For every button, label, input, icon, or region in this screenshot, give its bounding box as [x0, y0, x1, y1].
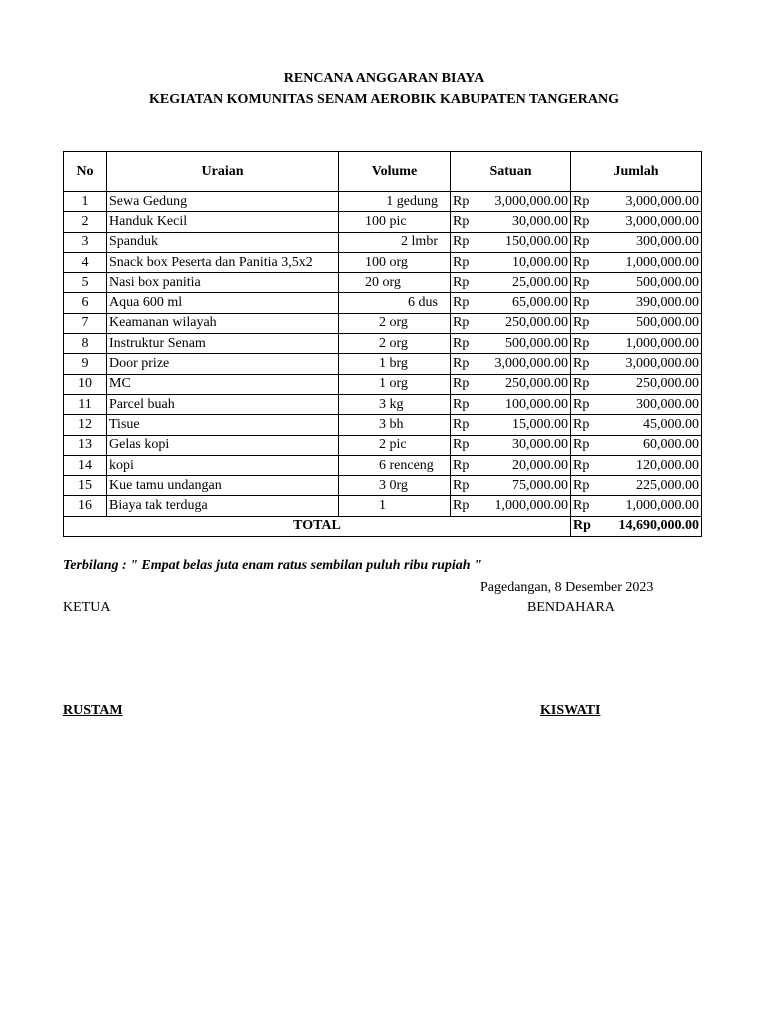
table-header-row: [64, 152, 702, 192]
currency-label: Rp: [453, 335, 470, 351]
row-amount: [571, 212, 702, 232]
table-row: [64, 394, 702, 414]
amount-value: 45,000.00: [643, 416, 699, 432]
budget-table: [63, 151, 702, 537]
row-number: 9: [64, 354, 107, 374]
table-row: [64, 212, 702, 232]
currency-label: Rp: [453, 234, 470, 250]
row-number: 11: [64, 394, 107, 414]
row-unit-price: [451, 192, 571, 212]
unit-price-value: 1,000,000.00: [494, 498, 568, 514]
table-row: [64, 293, 702, 313]
row-volume: 100 org: [339, 252, 451, 272]
currency-label: Rp: [573, 437, 590, 453]
row-volume: 20 org: [339, 273, 451, 293]
currency-label: Rp: [573, 254, 590, 270]
row-number: 2: [64, 212, 107, 232]
row-description: Kue tamu undangan: [107, 476, 339, 496]
unit-price-value: 150,000.00: [505, 234, 568, 250]
amount-value: 390,000.00: [636, 295, 699, 311]
row-description: Keamanan wilayah: [107, 313, 339, 333]
table-row: [64, 192, 702, 212]
unit-price-value: 25,000.00: [512, 274, 568, 290]
row-description: Gelas kopi: [107, 435, 339, 455]
table-row: [64, 435, 702, 455]
currency-label: Rp: [573, 234, 590, 250]
row-volume: 1 org: [339, 374, 451, 394]
row-volume: 2 org: [339, 334, 451, 354]
table-row: [64, 354, 702, 374]
amount-value: 225,000.00: [636, 477, 699, 493]
row-description: Aqua 600 ml: [107, 293, 339, 313]
signatory-bendahara-name: KISWATI: [540, 703, 601, 718]
document-title: RENCANA ANGGARAN BIAYA: [283, 71, 485, 86]
currency-label: Rp: [573, 416, 590, 432]
currency-label: Rp: [453, 376, 470, 392]
unit-price-value: 100,000.00: [505, 396, 568, 412]
amount-value: 300,000.00: [636, 396, 699, 412]
currency-label: Rp: [573, 315, 590, 331]
row-description: Handuk Kecil: [107, 212, 339, 232]
currency-label: Rp: [573, 356, 590, 372]
row-amount: [571, 354, 702, 374]
row-unit-price: [451, 232, 571, 252]
row-volume: 2 lmbr: [339, 232, 451, 252]
unit-price-value: 10,000.00: [512, 254, 568, 270]
row-number: 8: [64, 334, 107, 354]
row-number: 3: [64, 232, 107, 252]
row-amount: [571, 252, 702, 272]
currency-label: Rp: [453, 477, 470, 493]
column-header-satuan: Satuan: [451, 152, 571, 192]
currency-label: Rp: [573, 193, 590, 209]
total-label: TOTAL: [64, 516, 571, 536]
unit-price-value: 250,000.00: [505, 315, 568, 331]
row-amount: [571, 435, 702, 455]
row-unit-price: [451, 394, 571, 414]
row-number: 4: [64, 252, 107, 272]
row-number: 16: [64, 496, 107, 516]
row-unit-price: [451, 293, 571, 313]
row-amount: [571, 334, 702, 354]
row-amount: [571, 192, 702, 212]
row-description: kopi: [107, 455, 339, 475]
row-unit-price: [451, 415, 571, 435]
currency-label: Rp: [573, 518, 591, 534]
unit-price-value: 15,000.00: [512, 416, 568, 432]
currency-label: Rp: [573, 396, 590, 412]
row-volume: 1 brg: [339, 354, 451, 374]
row-description: Sewa Gedung: [107, 192, 339, 212]
row-unit-price: [451, 435, 571, 455]
table-row: [64, 455, 702, 475]
currency-label: Rp: [453, 437, 470, 453]
amount-value: 250,000.00: [636, 376, 699, 392]
currency-label: Rp: [573, 295, 590, 311]
table-row: [64, 415, 702, 435]
row-unit-price: [451, 252, 571, 272]
amount-value: 120,000.00: [636, 457, 699, 473]
unit-price-value: 65,000.00: [512, 295, 568, 311]
row-description: MC: [107, 374, 339, 394]
unit-price-value: 30,000.00: [512, 213, 568, 229]
role-bendahara: BENDAHARA: [527, 600, 615, 615]
row-description: Parcel buah: [107, 394, 339, 414]
row-volume: 1: [339, 496, 451, 516]
amount-value: 1,000,000.00: [625, 335, 699, 351]
row-number: 15: [64, 476, 107, 496]
row-volume: 6 dus: [339, 293, 451, 313]
amount-value: 1,000,000.00: [625, 498, 699, 514]
currency-label: Rp: [453, 274, 470, 290]
row-amount: [571, 232, 702, 252]
currency-label: Rp: [453, 213, 470, 229]
currency-label: Rp: [453, 416, 470, 432]
row-unit-price: [451, 354, 571, 374]
row-description: Tisue: [107, 415, 339, 435]
column-header-uraian: Uraian: [107, 152, 339, 192]
place-date: Pagedangan, 8 Desember 2023: [480, 580, 654, 595]
unit-price-value: 250,000.00: [505, 376, 568, 392]
currency-label: Rp: [573, 213, 590, 229]
amount-value: 3,000,000.00: [625, 193, 699, 209]
unit-price-value: 3,000,000.00: [494, 193, 568, 209]
document-subtitle: KEGIATAN KOMUNITAS SENAM AEROBIK KABUPATEN TANGERANG: [149, 92, 619, 107]
unit-price-value: 3,000,000.00: [494, 356, 568, 372]
row-unit-price: [451, 313, 571, 333]
currency-label: Rp: [573, 335, 590, 351]
table-row: [64, 476, 702, 496]
table-row: [64, 232, 702, 252]
currency-label: Rp: [453, 295, 470, 311]
row-number: 6: [64, 293, 107, 313]
row-unit-price: [451, 273, 571, 293]
row-description: Snack box Peserta dan Panitia 3,5x2: [107, 252, 339, 272]
row-number: 12: [64, 415, 107, 435]
table-row: [64, 273, 702, 293]
row-amount: [571, 415, 702, 435]
row-volume: 3 bh: [339, 415, 451, 435]
table-row: [64, 496, 702, 516]
row-volume: 100 pic: [339, 212, 451, 232]
row-amount: [571, 313, 702, 333]
amount-value: 3,000,000.00: [625, 356, 699, 372]
currency-label: Rp: [453, 396, 470, 412]
row-amount: [571, 394, 702, 414]
currency-label: Rp: [453, 498, 470, 514]
currency-label: Rp: [573, 376, 590, 392]
currency-label: Rp: [453, 356, 470, 372]
amount-value: 500,000.00: [636, 274, 699, 290]
row-unit-price: [451, 496, 571, 516]
total-row: [64, 516, 702, 536]
column-header-no: No: [64, 152, 107, 192]
row-number: 5: [64, 273, 107, 293]
amount-in-words: Terbilang : " Empat belas juta enam ratus sembilan puluh ribu rupiah ": [63, 558, 482, 573]
unit-price-value: 75,000.00: [512, 477, 568, 493]
amount-value: 60,000.00: [643, 437, 699, 453]
row-amount: [571, 455, 702, 475]
row-amount: [571, 476, 702, 496]
row-number: 10: [64, 374, 107, 394]
row-description: Door prize: [107, 354, 339, 374]
currency-label: Rp: [453, 193, 470, 209]
currency-label: Rp: [573, 477, 590, 493]
row-amount: [571, 273, 702, 293]
table-row: [64, 313, 702, 333]
row-unit-price: [451, 476, 571, 496]
row-amount: [571, 374, 702, 394]
row-volume: 2 pic: [339, 435, 451, 455]
row-description: Biaya tak terduga: [107, 496, 339, 516]
row-description: Spanduk: [107, 232, 339, 252]
total-value: 14,690,000.00: [618, 518, 699, 534]
row-volume: 2 org: [339, 313, 451, 333]
currency-label: Rp: [573, 274, 590, 290]
total-amount: [571, 516, 702, 536]
column-header-jumlah: Jumlah: [571, 152, 702, 192]
amount-value: 300,000.00: [636, 234, 699, 250]
currency-label: Rp: [453, 457, 470, 473]
amount-value: 500,000.00: [636, 315, 699, 331]
currency-label: Rp: [573, 457, 590, 473]
table-row: [64, 334, 702, 354]
row-number: 13: [64, 435, 107, 455]
row-volume: 1 gedung: [339, 192, 451, 212]
currency-label: Rp: [453, 254, 470, 270]
row-unit-price: [451, 455, 571, 475]
table-row: [64, 374, 702, 394]
row-description: Instruktur Senam: [107, 334, 339, 354]
unit-price-value: 500,000.00: [505, 335, 568, 351]
table-row: [64, 252, 702, 272]
row-unit-price: [451, 334, 571, 354]
amount-value: 3,000,000.00: [625, 213, 699, 229]
row-amount: [571, 293, 702, 313]
row-number: 1: [64, 192, 107, 212]
row-description: Nasi box panitia: [107, 273, 339, 293]
role-ketua: KETUA: [63, 600, 111, 615]
currency-label: Rp: [453, 315, 470, 331]
signatory-ketua-name: RUSTAM: [63, 703, 123, 718]
currency-label: Rp: [573, 498, 590, 514]
row-number: 14: [64, 455, 107, 475]
row-unit-price: [451, 374, 571, 394]
unit-price-value: 30,000.00: [512, 437, 568, 453]
row-volume: 3 kg: [339, 394, 451, 414]
row-number: 7: [64, 313, 107, 333]
row-volume: 3 0rg: [339, 476, 451, 496]
unit-price-value: 20,000.00: [512, 457, 568, 473]
column-header-volume: Volume: [339, 152, 451, 192]
row-unit-price: [451, 212, 571, 232]
amount-value: 1,000,000.00: [625, 254, 699, 270]
row-volume: 6 renceng: [339, 455, 451, 475]
row-amount: [571, 496, 702, 516]
